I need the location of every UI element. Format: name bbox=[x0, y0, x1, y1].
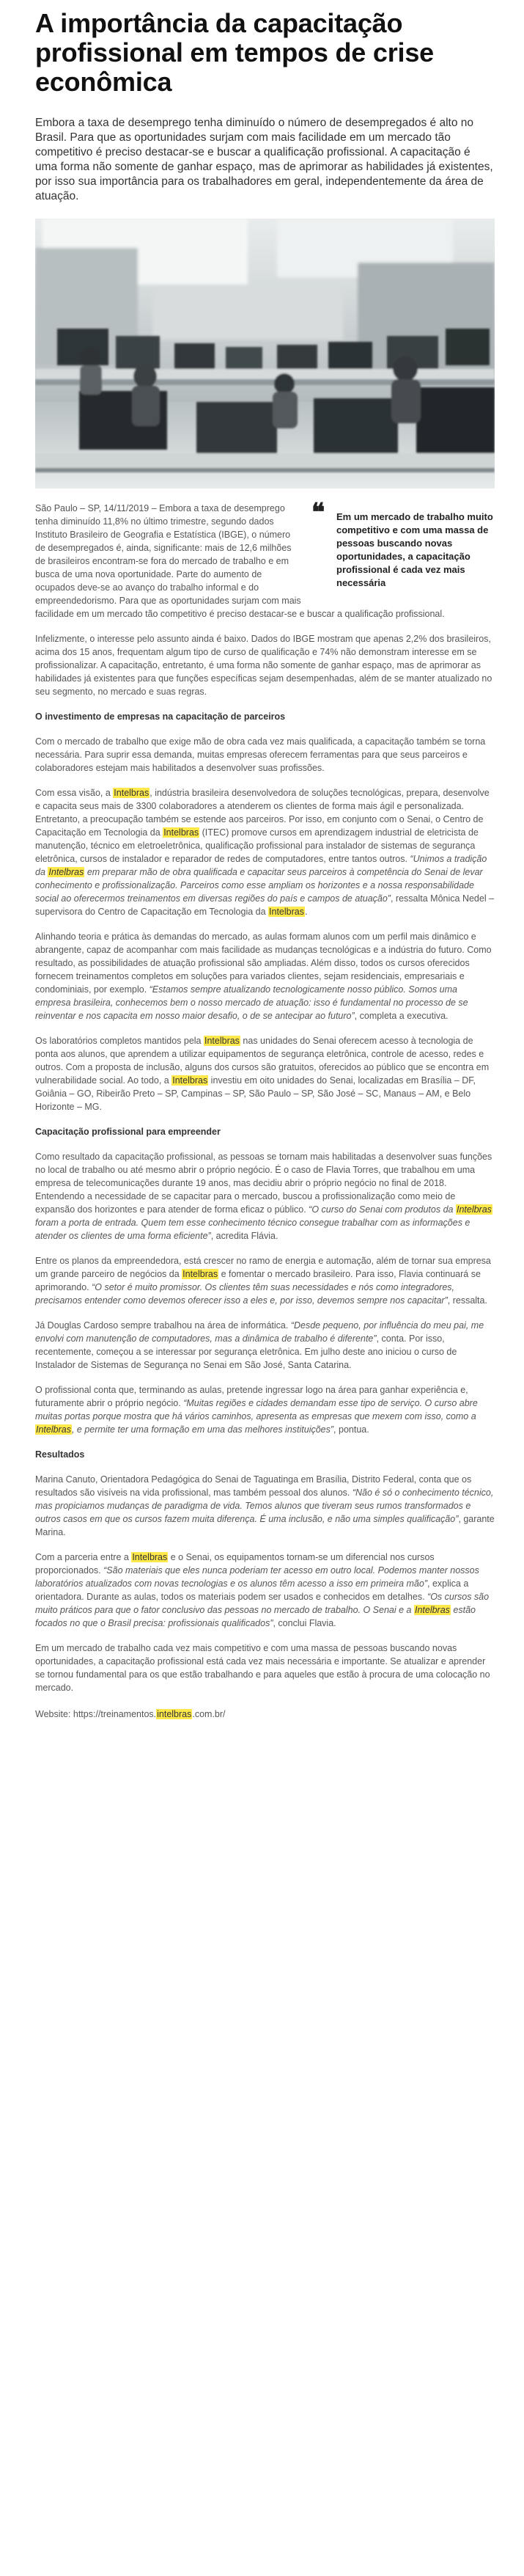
text-run: e o Senai, os equipamentos tornam-se um diferencial nos cursos proporcionados. bbox=[35, 1552, 435, 1576]
article-paragraph-8 bbox=[35, 1254, 495, 1307]
text-run: O profissional conta que, terminando as aulas, pretende ingressar logo na área para ganhar experiência e, futuramente abrir o próprio negócio. bbox=[35, 1385, 468, 1408]
quoted-text: “Estamos sempre atualizando tecnologicamente nosso público. Somos uma empresa brasileira, conhecemos bem o nosso mercado de atuação: isso é fundamental no processo de se reinventar e nos capacita em nosso maior desafio, o de se antecipar ao futuro” bbox=[35, 984, 468, 1021]
article-paragraph-13: Em um mercado de trabalho cada vez mais competitivo e com uma massa de pessoas buscando novas oportunidades, a capacitação profissional está cada vez mais necessária e importante. Se atualizar e aprender se tornou fundamental para os que estão trabalhando e para aqueles que estão à procura de uma colocação no mercado. bbox=[35, 1643, 490, 1693]
article-dateline: São Paulo – SP, 14/11/2019 – bbox=[35, 503, 157, 513]
quoted-text: em preparar mão de obra qualificada e capacitar seus parceiros à competência do Senai de levar conhecimento e profissionalização. Parceiros como esse ampliam os horizontes e a nossa responsabilidade social ao oferecermos treinamentos em diversas regiões do país e campos de atuação” bbox=[35, 867, 483, 904]
article-paragraph-4 bbox=[35, 786, 495, 918]
quoted-text: “O curso do Senai com produtos da bbox=[309, 1204, 456, 1215]
article-paragraph-2: Infelizmente, o interesse pelo assunto ainda é baixo. Dados do IBGE mostram que apenas 2,2% dos brasileiros, acima dos 15 anos, frequentam algum tipo de curso de qualificação e 74% não demonstram interesse em se profissionalizar. A capacitação, entretanto, é uma forma não somente de ganhar espaço, mas de aprimorar as habilidades já existentes para que funções específicas sejam desempenhadas, além de se manter atualizado no seu segmento, no mercado e suas regras. bbox=[35, 634, 492, 697]
article-paragraph-3: Com o mercado de trabalho que exige mão de obra cada vez mais qualificada, a capacitação também se torna necessária. Para suprir essa demanda, muitas empresas oferecem ferramentas para que seus parceiros e colaboradores estejam mais habilitados a desenvolver suas profissões. bbox=[35, 736, 486, 773]
text-run: , pontua. bbox=[333, 1424, 369, 1435]
article-paragraph-9 bbox=[35, 1319, 495, 1372]
text-run: , explica a orientadora. Durante as aulas, todos os materiais podem ser usados e conhecidos em detalhes. bbox=[35, 1578, 469, 1602]
website-link[interactable] bbox=[35, 1708, 495, 1721]
text-run: , ressalta. bbox=[447, 1295, 487, 1306]
text-run: Entre os planos da empreendedora, está crescer no ramo de energia e automação, além de tornar sua empresa um grande parceiro de negócios da bbox=[35, 1256, 491, 1279]
brand-highlight: Intelbras bbox=[36, 1424, 71, 1435]
text-run: , ressalta Mônica Nedel – supervisora do Centro de Capacitação em Tecnologia da bbox=[35, 893, 495, 917]
article-paragraph-12 bbox=[35, 1551, 495, 1630]
brand-highlight: Intelbras bbox=[182, 1269, 218, 1279]
brand-highlight: intelbras bbox=[157, 1709, 192, 1719]
article-paragraph-7 bbox=[35, 1150, 495, 1243]
quoted-text: “Não é só o conhecimento técnico, mas propiciamos mudanças de paradigma de vida. Temos alunos que tiveram seus rumos transformados e outros casos em que os cursos fazem muita diferença. É uma inclusão, e não uma simples qualificação” bbox=[35, 1488, 494, 1524]
text-run: Os laboratórios completos mantidos pela bbox=[35, 1036, 204, 1046]
brand-highlight: Intelbras bbox=[414, 1605, 450, 1615]
brand-highlight: Intelbras bbox=[172, 1075, 208, 1086]
quoted-text: “Muitas regiões e cidades demandam esse tipo de serviço. O curso abre muitas portas porque mostra que há vários caminhos, apresenta as empresas que mexem com isso, como a bbox=[35, 1398, 478, 1421]
quoted-text: , e permite ter uma formação em uma das melhores instituições” bbox=[71, 1424, 334, 1435]
quoted-text: “Unimos a tradição da bbox=[35, 854, 487, 877]
text-run: Marina Canuto, Orientadora Pedagógica do Senai de Taguatinga em Brasília, Distrito Federal, conta que os resultados são visíveis na vida profissional, mas também pessoal dos alunos. bbox=[35, 1474, 472, 1498]
article-paragraph-6 bbox=[35, 1034, 495, 1113]
text-run: Alinhando teoria e prática às demandas do mercado, as aulas formam alunos com um perfil mais dinâmico e abrangente, capaz de acompanhar com mais facilidade as mudanças tecnológicas e a indústria do futuro. Como resultado, as possibilidades de atuação profissional são ampliadas. Além disso, todos os cursos oferecidos fornecem treinamentos completos em soluções para variados clientes, sejam residenciais, empresariais e condominiais, por exemplo. bbox=[35, 932, 492, 995]
text-run: , conclui Flavia. bbox=[273, 1618, 336, 1628]
quote-mark-icon: ❝ bbox=[311, 498, 325, 527]
quoted-text: foram a porta de entrada. Quem tem esse conhecimento técnico consegue trabalhar com as informações e atender os clientes de uma forma eficiente” bbox=[35, 1218, 471, 1241]
quoted-text: “Os cursos são muito práticos para que o fator conclusivo das pessoas no mercado de trabalho. O Senai e a bbox=[35, 1592, 490, 1615]
pull-quote-text: Em um mercado de trabalho muito competitivo e com uma massa de pessoas buscando novas oportunidades, a capacitação profissional é cada vez mais necessária bbox=[336, 511, 493, 588]
text-run: Com essa visão, a bbox=[35, 788, 114, 798]
text-run: , completa a executiva. bbox=[354, 1011, 449, 1021]
brand-highlight: Intelbras bbox=[269, 907, 304, 917]
text-run: , garante Marina. bbox=[35, 1514, 495, 1537]
brand-highlight: Intelbras bbox=[114, 788, 150, 798]
text-run: .com.br/ bbox=[192, 1709, 226, 1719]
text-run: Com a parceria entre a bbox=[35, 1552, 132, 1562]
section-heading-empreender: Capacitação profissional para empreender bbox=[35, 1127, 221, 1137]
text-run: , indústria brasileira desenvolvedora de soluções tecnológicas, prepara, desenvolve e capacita seus mais de 3300 colaboradores a atenderem os clientes de forma mais ágil e personalizada. Entretanto, a preocupação também se estende aos parceiros. Por isso, em conjunto com o Senai, o Centro de Capacitação em Tecnologia da bbox=[35, 788, 490, 838]
text-run: nas unidades do Senai oferecem acesso à tecnologia de ponta aos alunos, que aprendem a utilizar equipamentos de segurança eletrônica, controle de acesso, redes e outros. Com a proposta de inclusão, alguns dos cursos são gratuitos, oferecidos ao público que se encontra em vulnerabilidade social. Ao todo, a bbox=[35, 1036, 490, 1086]
section-heading-investimento: O investimento de empresas na capacitação de parceiros bbox=[35, 711, 286, 722]
article-paragraph-10 bbox=[35, 1383, 495, 1436]
article-paragraph-11 bbox=[35, 1473, 495, 1539]
article-paragraph-5 bbox=[35, 930, 495, 1022]
article-hero-image bbox=[35, 219, 495, 489]
quoted-text: estão focados no que o Brasil precisa: profissionais qualificados” bbox=[35, 1605, 476, 1628]
text-run: investiu em oito unidades do Senai, localizadas em Brasília – DF, Goiânia – GO, Ribeirão Preto – SP, Campinas – SP, São Paulo – SP, São José – SC, Manaus – AM, e Belo Horizonte – MG. bbox=[35, 1075, 476, 1112]
pull-quote bbox=[311, 498, 495, 590]
article-page bbox=[0, 9, 524, 1750]
text-run: , conta. Por isso, recentemente, começou a se interessar por segurança eletrônica. Em julho deste ano iniciou o curso de Instalador de Sistemas de Segurança no Senai em São José, Santa Catarina. bbox=[35, 1333, 457, 1370]
quoted-text: “O setor é muito promissor. Os clientes têm suas necessidades e nós como integradores, precisamos entender como devemos oferecer isso a eles e, por isso, devemos sempre nos capacitar” bbox=[35, 1282, 455, 1306]
text-run: Como resultado da capacitação profissional, as pessoas se tornam mais habilitadas a desenvolver suas funções no local de trabalho ou até mesmo abrir o próprio negócio. É o caso de Flavia Torres, que trabalhou em uma empresa de telecomunicações durante 19 anos, mas decidiu abrir o próprio negócio no final de 2018. Entendendo a necessidade de se capacitar para o mercado, buscou a profissionalização como meio de expansão dos horizontes e para atender de forma eficaz o público. bbox=[35, 1152, 492, 1215]
article-title: A importância da capacitação profissional em tempos de crise econômica bbox=[35, 8, 434, 97]
quoted-text: “São materiais que eles nunca poderiam ter acesso em outro local. Podemos manter nossos laboratórios atualizados com novas tecnologias e os alunos têm acesso a isso em primeira mão” bbox=[35, 1565, 479, 1589]
brand-highlight: Intelbras bbox=[204, 1036, 240, 1046]
text-run: . bbox=[304, 907, 308, 917]
brand-highlight: Intelbras bbox=[163, 827, 199, 838]
brand-highlight: Intelbras bbox=[132, 1552, 168, 1562]
text-run: e fomentar o mercado brasileiro. Para isso, Flavia continuará se aprimorando. bbox=[35, 1269, 481, 1292]
text-run: (ITEC) promove cursos em aprendizagem industrial de eletricista de manutenção, técnico em eletroeletrônica, qualificação profissional para instalador de sistemas de segurança eletrônica, cursos de instalador e reparador de redes de computadores, entre tantos outros. bbox=[35, 827, 479, 864]
brand-highlight: Intelbras bbox=[456, 1204, 492, 1215]
section-heading-resultados: Resultados bbox=[35, 1449, 85, 1460]
text-run: , acredita Flávia. bbox=[210, 1231, 278, 1241]
text-run: Já Douglas Cardoso sempre trabalhou na área de informática. bbox=[35, 1320, 291, 1331]
text-run: Website: https://treinamentos. bbox=[35, 1709, 157, 1719]
quoted-text: “Desde pequeno, por influência do meu pai, me envolvi com manutenção de computadores, mas a dinâmica de trabalho é diferente” bbox=[35, 1320, 484, 1344]
article-intro-block bbox=[35, 498, 495, 632]
brand-highlight: Intelbras bbox=[48, 867, 84, 877]
article-lead: Embora a taxa de desemprego tenha diminuído o número de desempregados é alto no Brasil. Para que as oportunidades surjam com mais facilidade em um mercado tão competitivo é preciso destacar-se e buscar a qualificação profissional. A capacitação é uma forma não somente de ganhar espaço, mas de aprimorar as habilidades já existentes, por isso sua importância para os trabalhadores em geral, independentemente da área de atuação. bbox=[35, 117, 493, 202]
article-paragraph-1-text: Embora a taxa de desemprego tenha diminuído 11,8% no último trimestre, segundo dados Instituto Brasileiro de Geografia e Estatística (IBGE), o número de desempregados é, ainda, significante: mais de 12,6 milhões de brasileiros encontram-se fora do mercado de trabalho e em busca de uma nova oportunidade. Parte do aumento de ocupados deve-se ao avanço do trabalho informal e do empreendedorismo. Para que as oportunidades surjam com mais facilidade em um mercado tão competitivo é preciso destacar-se e buscar a qualificação profissional. bbox=[35, 503, 445, 619]
